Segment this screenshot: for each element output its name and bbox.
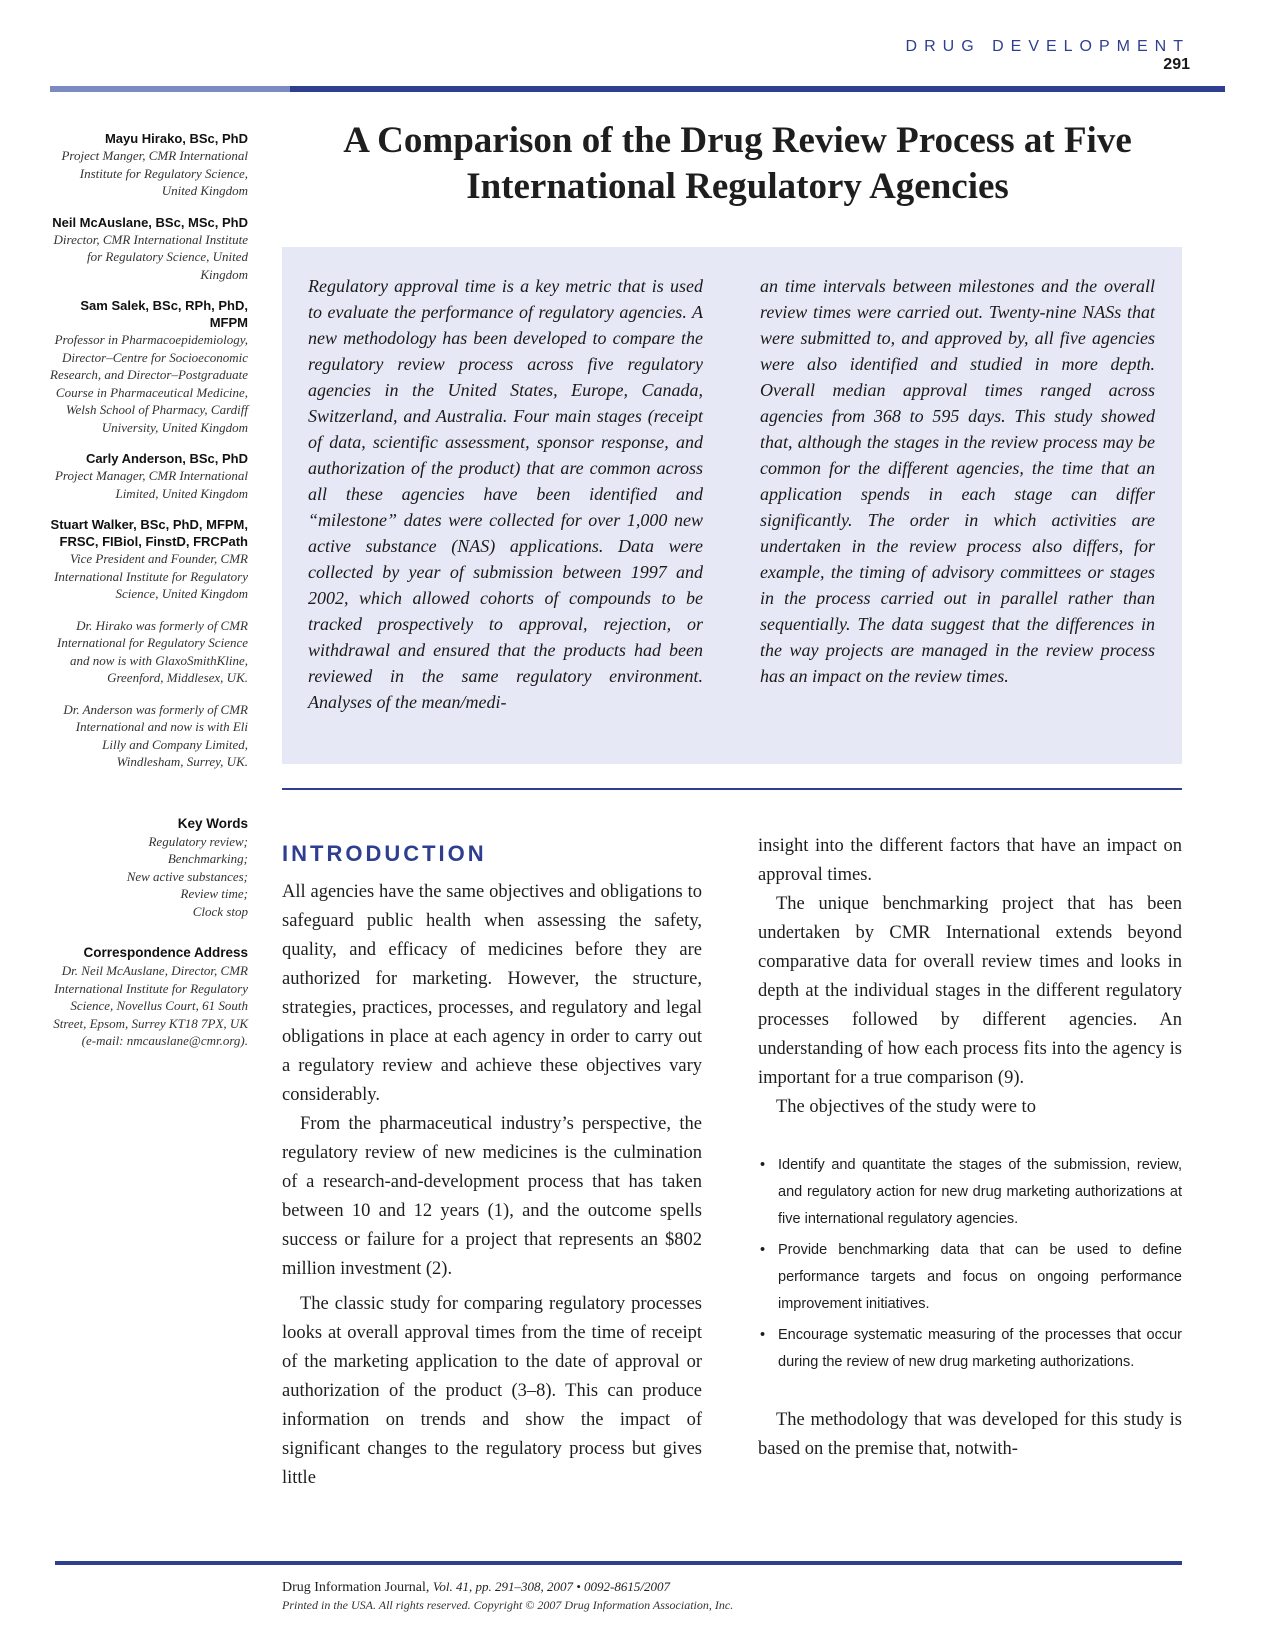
journal-name: Drug Information Journal, [282,1580,430,1595]
list-item [758,1152,1182,1233]
bullet-icon: • [760,1327,766,1343]
author-block [50,450,248,502]
author-affiliation: Vice President and Founder, CMR International Institute for Regulatory Science, United Kingdom [54,551,248,601]
list-item-text: Encourage systematic measuring of the processes that occur during the review of new drug marketing authorizations. [778,1327,1182,1370]
author-affiliation: Project Manger, CMR International Institute for Regulatory Science, United Kingdom [61,148,248,198]
author-name: Mayu Hirako, BSc, PhD [104,131,248,146]
author-block [50,297,248,436]
section-divider [282,788,1182,790]
key-word: Clock stop [192,903,248,919]
page-number: 291 [1163,56,1190,73]
key-words-heading: Key Words [177,815,248,831]
correspondence-heading: Correspondence Address [83,945,248,960]
top-rule [50,86,1225,92]
abstract-column-left: Regulatory approval time is a key metric that is used to evaluate the performance of regulatory agencies. A new methodology has been developed to compare the regulatory review process across five regulatory agencies in the United States, Europe, Canada, Switzerland, and Australia. Four main stages (receipt of data, scientific assessment, sponsor response, and authorization of the product) that are common across all these agencies have been identified and “milestone” dates were collected for over 1,000 new active substance (NAS) applications. Data were collected by year of submission between 1997 and 2002, which allowed cohorts of compounds to be tracked prospectively to approval, rejection, or withdrawal and ensured that the products had been reviewed in the same regulatory environment. Analyses of the mean/medi- [308,276,703,712]
author-sidebar [50,130,248,1050]
author-name: Neil McAuslane, BSc, MSc, PhD [52,214,248,230]
copyright-notice: Printed in the USA. All rights reserved. Copyright © 2007 Drug Information Association, Inc. [282,1598,734,1612]
correspondence-address: Dr. Neil McAuslane, Director, CMR International Institute for Regulatory Science, Novellus Court, 61 South Street, Epsom, Surrey KT18 7PX, UK (e-mail: nmcauslane@cmr.org). [53,963,248,1048]
list-item [758,1237,1182,1318]
body-paragraph: The classic study for comparing regulatory processes looks at overall approval times from the time of receipt of the marketing application to the date of approval or authorization of the product (3–8). This can produce information on trends and show the impact of significant changes to the regulatory process but gives little [282,1294,702,1488]
bullet-icon: • [760,1157,766,1173]
author-name: Sam Salek, BSc, RPh, PhD, MFPM [80,298,248,330]
article-title: A Comparison of the Drug Review Process at Five International Regulatory Agencies [343,120,1132,207]
body-paragraph: The objectives of the study were to [776,1097,1036,1117]
author-name: Carly Anderson, BSc, PhD [85,451,248,466]
footer-rule [55,1561,1182,1565]
list-item-text: Identify and quantitate the stages of the submission, review, and regulatory action for new drug marketing authorizations at five international regulatory agencies. [778,1157,1182,1227]
key-words [50,815,248,921]
page-footer [282,1578,982,1613]
citation-details: Vol. 41, pp. 291–308, 2007 • 0092-8615/2007 [432,1579,670,1594]
body-paragraph: All agencies have the same objectives and obligations to safeguard public health when assessing the safety, quality, and efficacy of medicines before they are authorized for marketing. However, the structure, strategies, practices, processes, and regulatory and legal obligations in place at each agency in order to carry out a regulatory review and achieve these objectives vary considerably. [282,882,702,1105]
body-column-left [282,840,702,1493]
correspondence [50,944,248,1050]
body-paragraph: insight into the different factors that have an impact on approval times. [758,836,1182,885]
body-paragraph: The methodology that was developed for this study is based on the premise that, notwith- [758,1410,1182,1459]
introduction-heading: INTRODUCTION [282,841,487,866]
author-block [50,516,248,603]
body-column-right [758,832,1182,1464]
key-word: Review time; [180,886,248,901]
list-item [758,1322,1182,1376]
list-item-text: Provide benchmarking data that can be used to define performance targets and focus on ongoing performance improvement initiatives. [778,1242,1182,1312]
author-note: Dr. Hirako was formerly of CMR International for Regulatory Science and now is with GlaxoSmithKline, Greenford, Middlesex, UK. [57,617,248,685]
bullet-icon: • [760,1242,766,1258]
author-affiliation: Project Manager, CMR International Limited, United Kingdom [54,468,248,501]
body-paragraph: The unique benchmarking project that has been undertaken by CMR International extends beyond comparative data for overall review times and looks in depth at the individual stages in the different regulatory processes followed by different agencies. An understanding of how each process fits into the agency is important for a true comparison (9). [758,894,1182,1088]
abstract-column-right: an time intervals between milestones and the overall review times were carried out. Twenty-nine NASs that were submitted to, and approved by, all five agencies were also identified and studied in more depth. Overall median approval times ranged across agencies from 368 to 595 days. This study showed that, although the stages in the review process may be common for the different agencies, the time that an application spends in each stage can differ significantly. The order in which activities are undertaken in the review process also differs, for example, the timing of advisory committees or stages in the process carried out in parallel rather than sequentially. The data suggest that the differences in the way projects are managed in the review process has an impact on the review times. [760,276,1155,686]
key-word: Regulatory review; [148,833,248,849]
author-affiliation: Professor in Pharmacoepidemiology, Director–Centre for Socioeconomic Research, and Director–Postgraduate Course in Pharmaceutical Medicine, Welsh School of Pharmacy, Cardiff University, United Kingdom [50,332,248,435]
author-affiliation: Director, CMR International Institute for Regulatory Science, United Kingdom [53,231,248,282]
author-block [50,214,248,284]
author-name: Stuart Walker, BSc, PhD, MFPM, FRSC, FIBiol, FinstD, FRCPath [50,517,248,549]
author-note: Dr. Anderson was formerly of CMR International and now is with Eli Lilly and Company Limited, Windlesham, Surrey, UK. [63,701,248,769]
section-label: DRUG DEVELOPMENT [905,38,1190,55]
objectives-list [758,1152,1182,1376]
body-paragraph: From the pharmaceutical industry’s perspective, the regulatory review of new medicines is the culmination of a research-and-development process that has taken between 10 and 12 years (1), and the outcome spells success or failure for a project that represents an $802 million investment (2). [282,1114,702,1279]
key-word: New active substances; [126,868,248,884]
key-word: Benchmarking; [167,851,248,866]
running-head [870,38,1190,74]
top-rule-accent [50,86,290,92]
abstract [282,247,1182,764]
footer-citation-line [282,1578,982,1597]
author-block [50,130,248,200]
